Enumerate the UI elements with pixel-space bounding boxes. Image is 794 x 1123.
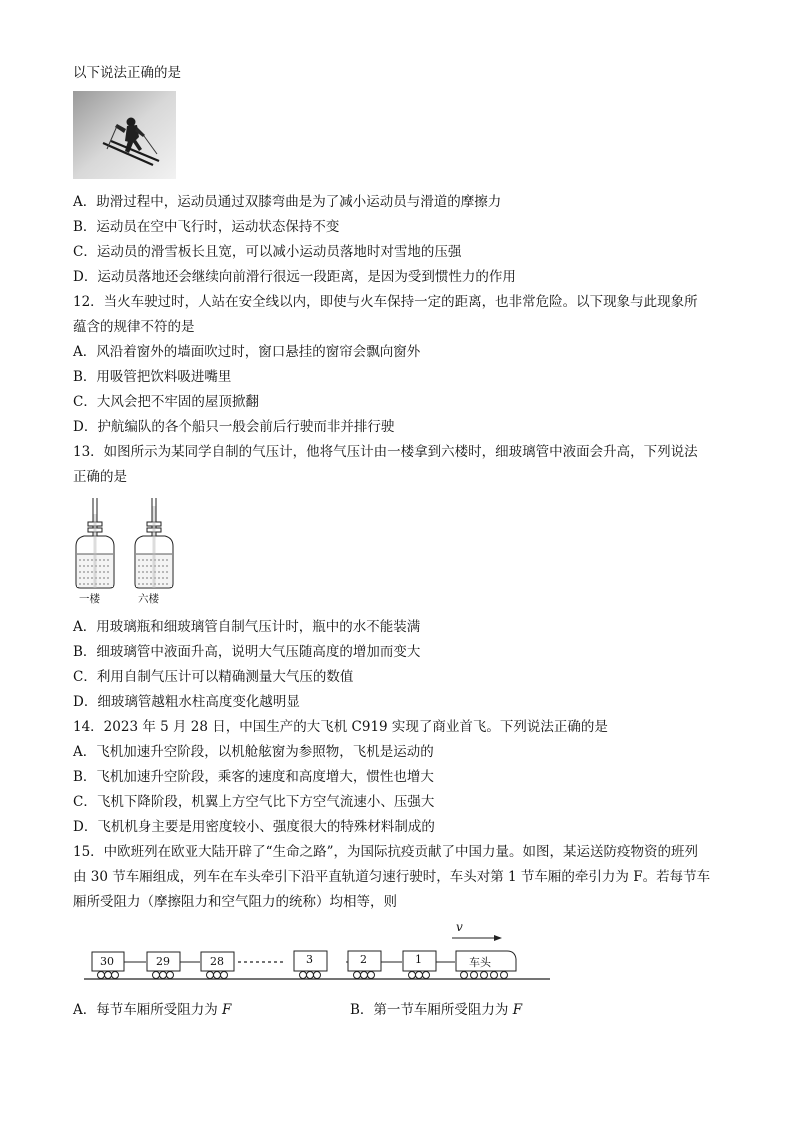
car-label-1: 1 (415, 953, 422, 966)
q12-option-c: C．大风会把不牢固的屋顶掀翻 (73, 394, 259, 410)
barometer-bottle-sixth-floor (135, 498, 173, 588)
q14-option-a: A．飞机加速升空阶段，以机舱舷窗为参照物，飞机是运动的 (73, 744, 434, 760)
car-label-3: 3 (306, 953, 313, 966)
q14-option-c: C．飞机下降阶段，机翼上方空气比下方空气流速小、压强大 (73, 794, 435, 810)
car-label-28: 28 (210, 955, 224, 968)
q15-stem-line2: 由 30 节车厢组成，列车在车头牵引下沿平直轨道匀速行驶时，车头对第 1 节车厢的牵引力为 F。若每节车 (73, 869, 711, 885)
car-label-2: 2 (360, 953, 367, 966)
q15-stem-line3: 厢所受阻力（摩擦阻力和空气阻力的统称）均相等，则 (73, 894, 397, 910)
q15-option-b: B．第一节车厢所受阻力为 F (350, 1002, 523, 1018)
barometer-figure (66, 496, 186, 606)
q12-stem-line2: 蕴含的规律不符的是 (73, 319, 195, 335)
q11-option-d: D．运动员落地还会继续向前滑行很远一段距离，是因为受到惯性力的作用 (73, 269, 516, 285)
q13-stem-line1: 13．如图所示为某同学自制的气压计，他将气压计由一楼拿到六楼时，细玻璃管中液面会升高，下列说法 (73, 444, 698, 460)
q12-stem-line1: 12．当火车驶过时，人站在安全线以内，即使与火车保持一定的距离，也非常危险。以下现象与此现象所 (73, 294, 698, 310)
q12-option-d: D．护航编队的各个船只一般会前后行驶而非并排行驶 (73, 419, 395, 435)
train-diagram (84, 918, 554, 986)
velocity-label: v (456, 920, 463, 934)
ski-jump-photo (73, 91, 176, 179)
figure-label-sixth-floor: 六楼 (138, 593, 159, 605)
q11-option-b: B．运动员在空中飞行时，运动状态保持不变 (73, 219, 340, 235)
q14-option-d: D．飞机机身主要是用密度较小、强度很大的特殊材料制成的 (73, 819, 435, 835)
q11-option-c: C．运动员的滑雪板长且宽，可以减小运动员落地时对雪地的压强 (73, 244, 462, 260)
car-label-29: 29 (156, 955, 170, 968)
q15-stem-line1: 15．中欧班列在欧亚大陆开辟了“生命之路”，为国际抗疫贡献了中国力量。如图，某运送防疫物资的班列 (73, 844, 698, 860)
figure-label-ground-floor: 一楼 (79, 593, 100, 605)
barometer-bottle-ground-floor (76, 498, 114, 588)
q13-option-b: B．细玻璃管中液面升高，说明大气压随高度的增加而变大 (73, 644, 421, 660)
q11-option-a: A．助滑过程中，运动员通过双膝弯曲是为了减小运动员与滑道的摩擦力 (73, 194, 502, 210)
q14-option-b: B．飞机加速升空阶段，乘客的速度和高度增大，惯性也增大 (73, 769, 434, 785)
q14-stem: 14．2023 年 5 月 28 日，中国生产的大飞机 C919 实现了商业首飞。下列说法正确的是 (73, 719, 608, 735)
q13-stem-line2: 正确的是 (73, 469, 127, 485)
q12-option-a: A．风沿着窗外的墙面吹过时，窗口悬挂的窗帘会飘向窗外 (73, 344, 421, 360)
q13-option-d: D．细玻璃管越粗水柱高度变化越明显 (73, 694, 300, 710)
q15-option-a: A．每节车厢所受阻力为 F (73, 1002, 232, 1018)
car-label-30: 30 (100, 955, 114, 968)
engine-label: 车头 (469, 956, 491, 969)
q13-option-c: C．利用自制气压计可以精确测量大气压的数值 (73, 669, 354, 685)
q11-stem: 以下说法正确的是 (73, 65, 181, 81)
q13-option-a: A．用玻璃瓶和细玻璃管自制气压计时，瓶中的水不能装满 (73, 619, 421, 635)
q12-option-b: B．用吸管把饮料吸进嘴里 (73, 369, 232, 385)
